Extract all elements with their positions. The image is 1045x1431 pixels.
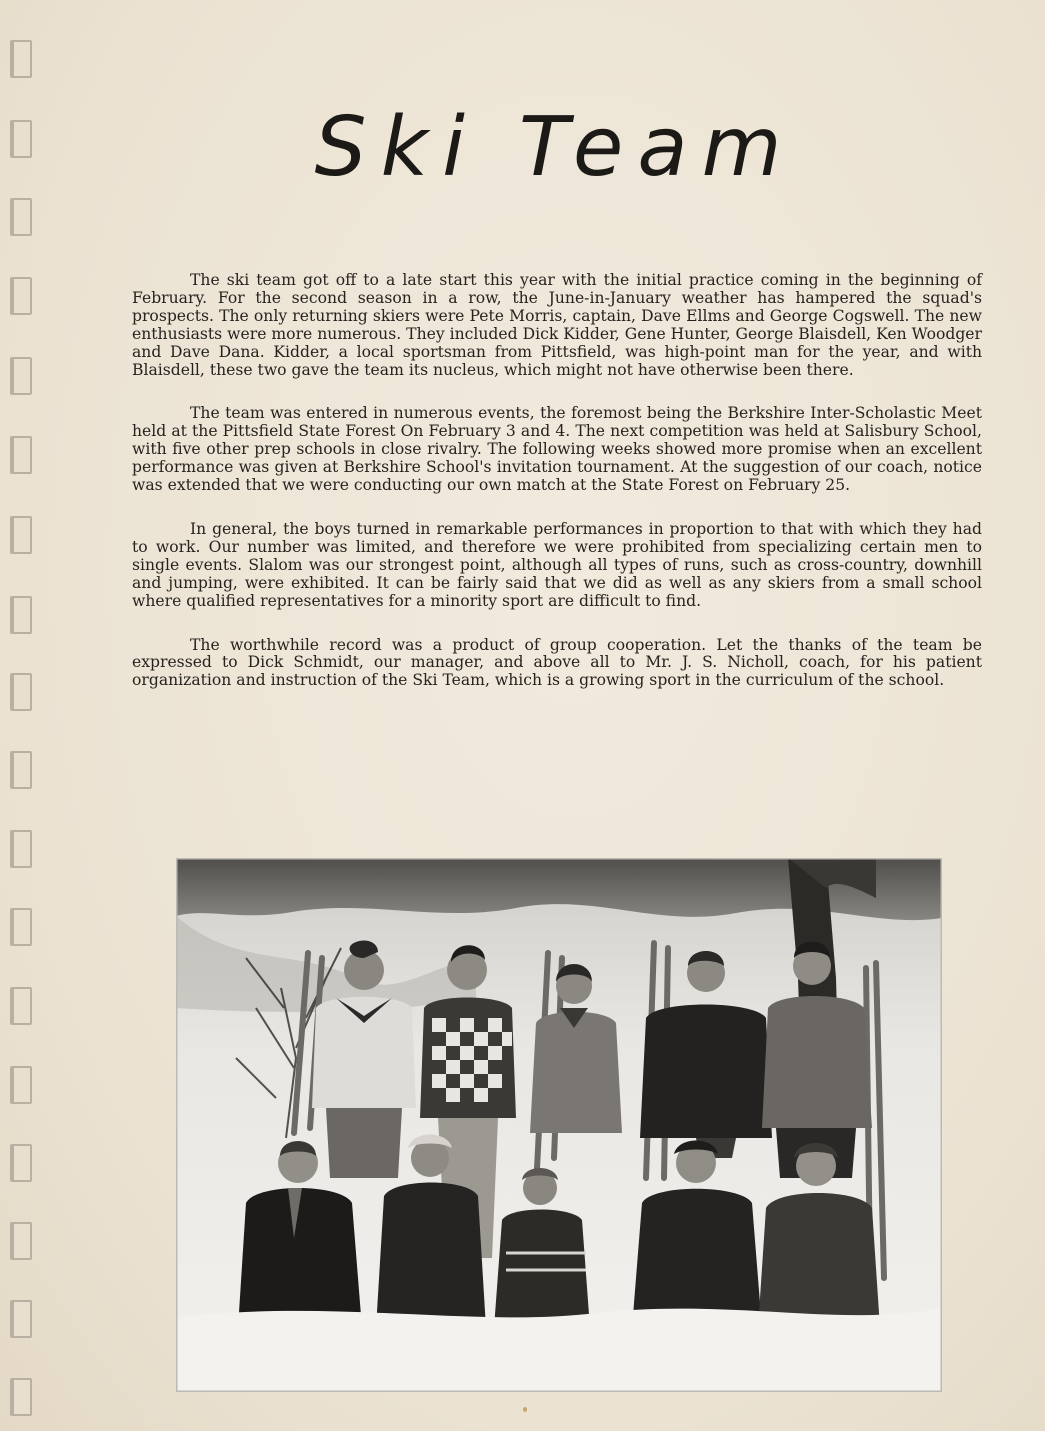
paragraph-1: The ski team got off to a late start this year with the initial practice coming in the beginning of February. For the second season in a row, the June-in-January weather has hampered the squad's prospects. The only returning skiers were Pete Morris, captain, Dave Ellms and George Cogswell. The new enthusiasts were more numerous. They included Dick Kidder, Gene Hunter, George Blaisdell, Ken Woodger and Dave Dana. Kidder, a local sportsman from Pittsfield, was high-point man for the year, and with Blaisdell, these two gave the team its nucleus, which might not have otherwise been there. (132, 271, 982, 379)
team-photo (176, 858, 942, 1392)
binding-hole (10, 1144, 32, 1182)
binding-hole (10, 516, 32, 554)
binding-hole (10, 40, 32, 78)
binding-hole (10, 596, 32, 634)
binding-hole (10, 1066, 32, 1104)
paragraph-3: In general, the boys turned in remarkable performances in proportion to that with which they had to work. Our number was limited, and therefore we were prohibited from specializing certain men to single events. Slalom was our strongest point, although all types of runs, such as cross-country, downhill and jumping, were exhibited. It can be fairly said that we did as well as any skiers from a small school where qualified representatives for a minority sport are difficult to find. (132, 519, 982, 610)
binding-hole (10, 1300, 32, 1338)
spiral-binding (10, 0, 34, 1431)
binding-hole (10, 357, 32, 395)
page-title: Ski Team (314, 100, 796, 195)
binding-hole (10, 751, 32, 789)
binding-hole (10, 436, 32, 474)
binding-hole (10, 987, 32, 1025)
binding-hole (10, 1378, 32, 1416)
paragraph-4: The worthwhile record was a product of group cooperation. Let the thanks of the team be expressed to Dick Schmidt, our manager, and above all to Mr. J. S. Nicholl, coach, for his patient organization and instruction of the Ski Team, which is a growing sport in the curriculum of the school. (132, 635, 982, 690)
binding-hole (10, 830, 32, 868)
binding-hole (10, 198, 32, 236)
paragraph-2: The team was entered in numerous events, the foremost being the Berkshire Inter-Scholastic Meet held at the Pittsfield State Forest On February 3 and 4. The next competition was held at Salisbury School, with five other prep schools in close rivalry. The following weeks showed more promise when an excellent performance was given at Berkshire School's invitation tournament. At the suggestion of our coach, notice was extended that we were conducting our own match at the State Forest on February 25. (132, 404, 982, 495)
ink-spot (523, 1407, 527, 1412)
binding-hole (10, 1222, 32, 1260)
binding-hole (10, 120, 32, 158)
article-body (132, 272, 982, 716)
binding-hole (10, 673, 32, 711)
binding-hole (10, 277, 32, 315)
binding-hole (10, 908, 32, 946)
team-photo-illustration (176, 858, 942, 1392)
